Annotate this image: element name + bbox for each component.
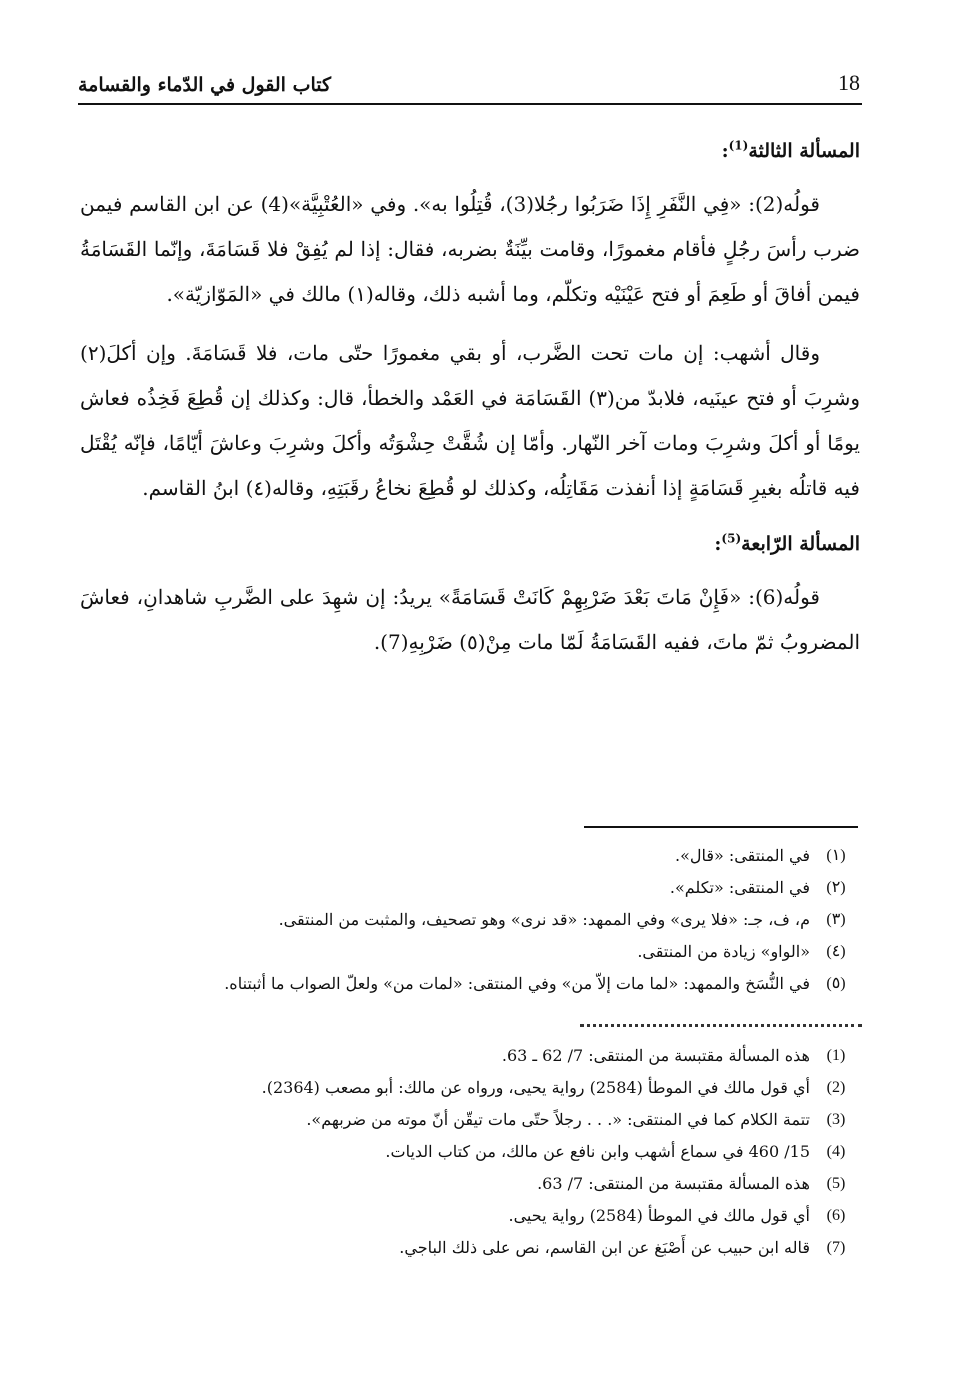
paragraph: قولُه(2): «فِي النَّفَرِ إِذَا ضَرَبُوا رجُلا(3)، قُتِلُوا به». وفي «العُتْبِيَّة»(4) عن ابن القاسم فيمن ضرب رأسَ رجُلٍ فأقام مغمورًا، وقامت بيِّنَةٌ بضربه، فقال: إذا لم يُفِقْ فلا قَسَامَةَ، وإنّما القَسَامَةُ فيمن أفاقَ أو طَعِمَ أو فتح عَيْنَيْه وتكلّم، وما أشبه ذلك، وقاله(١) مالك في «المَوّازيّة».: [80, 192, 860, 306]
footnote: (٤) «الواو» زيادة من المنتقى.: [637, 942, 846, 961]
book-title: كتاب القول في الدّماء والقسامة: [78, 74, 332, 96]
footnote-divider-dotted: [580, 1024, 862, 1027]
footnote: (5) هذه المسألة مقتبسة من المنتقى: 7/ 63.: [537, 1174, 846, 1193]
footnote: (٥) في النُّسَخ والممهد: «لما مات إلاّ من» وفي المنتقى: «لمات من» ولعلّ الصواب ما أثبتناه.: [224, 974, 846, 993]
section-heading-third: المسألة الثالثة$^{(1)}$:: [721, 138, 860, 162]
footnote: (2) أي قول مالك في الموطأ (2584) رواية يحيى، ورواه عن مالك: أبو مصعب (2364).: [261, 1078, 846, 1097]
footnote: (٣) م، ف، جـ: «فلا يرى» وفي الممهد: «قد نرى» وهو تصحيف، والمثبت من المنتقى.: [278, 910, 846, 929]
footnote: (3) تتمة الكلام كما في المنتقى: «. . . رجلاً حتّى مات تيقّن أنّ موته من ضربهم».: [306, 1110, 846, 1129]
running-header: [78, 68, 860, 104]
manuscript-footnotes: [80, 840, 862, 1000]
footnote: (4) 15/ 460 في سماع أشهب وابن نافع عن مالك، من كتاب الديات.: [385, 1142, 846, 1161]
paragraph: قولُه(6): «فَإِنْ مَاتَ بَعْدَ ضَرْبِهِمْ كَانَتْ قَسَامَةً» يريدُ: إن شهِدَ على الضَّربِ شاهدانِ، فعاشَ المضروبُ ثمّ ماتَ، ففيه القَسَامَةُ لَمّا مات مِنْ(٥) ضَرْبِهِ(7).: [80, 585, 860, 654]
main-text: [80, 118, 860, 679]
header-rule: [78, 103, 862, 105]
footnote-rule: [584, 826, 858, 828]
footnote: (6) أي قول مالك في الموطأ (2584) رواية يحيى.: [508, 1206, 846, 1225]
paragraph: وقال أشهب: إن مات تحت الضَّرب، أو بقي مغمورًا حتّى مات، فلا قَسَامَةَ. وإن أكلَ(٢) وشرِبَ أو فتح عينَيه، فلابدّ من(٣) القَسَامَة في العَمْد والخطأ، قال: وكذلك إن قُطِعَ فَخِذُه فعاش يومًا أو أكلَ وشرِبَ ومات آخر النّهار. وأمّا إن شُقَّتْ حِشْوَتُه وأكلَ وشرِبَ وعاشَ أيّامًا، فإنّه يُقْتَل فيه قاتلُه بغيرِ قَسَامَةٍ إذا أنفذت مَقَاتِلُه، وكذلك لو قُطِعَ نخاعُ رقَبَتِهِ، وقاله(٤) ابنُ القاسم.: [80, 341, 860, 500]
footnote: (٢) في المنتقى: «تكلم».: [669, 878, 846, 897]
editor-footnotes: [80, 1040, 862, 1264]
page-number: 18: [838, 70, 860, 95]
footnote: (7) قاله ابن حبيب عن أَصْبَغ عن ابن القاسم، نص على ذلك الباجي.: [399, 1238, 846, 1257]
section-heading-fourth: المسألة الرّابعة$^{(5)}$:: [714, 531, 860, 555]
footnote: (1) هذه المسألة مقتبسة من المنتقى: 7/ 62 ـ 63.: [501, 1046, 846, 1065]
footnote: (١) في المنتقى: «قال».: [674, 846, 846, 865]
